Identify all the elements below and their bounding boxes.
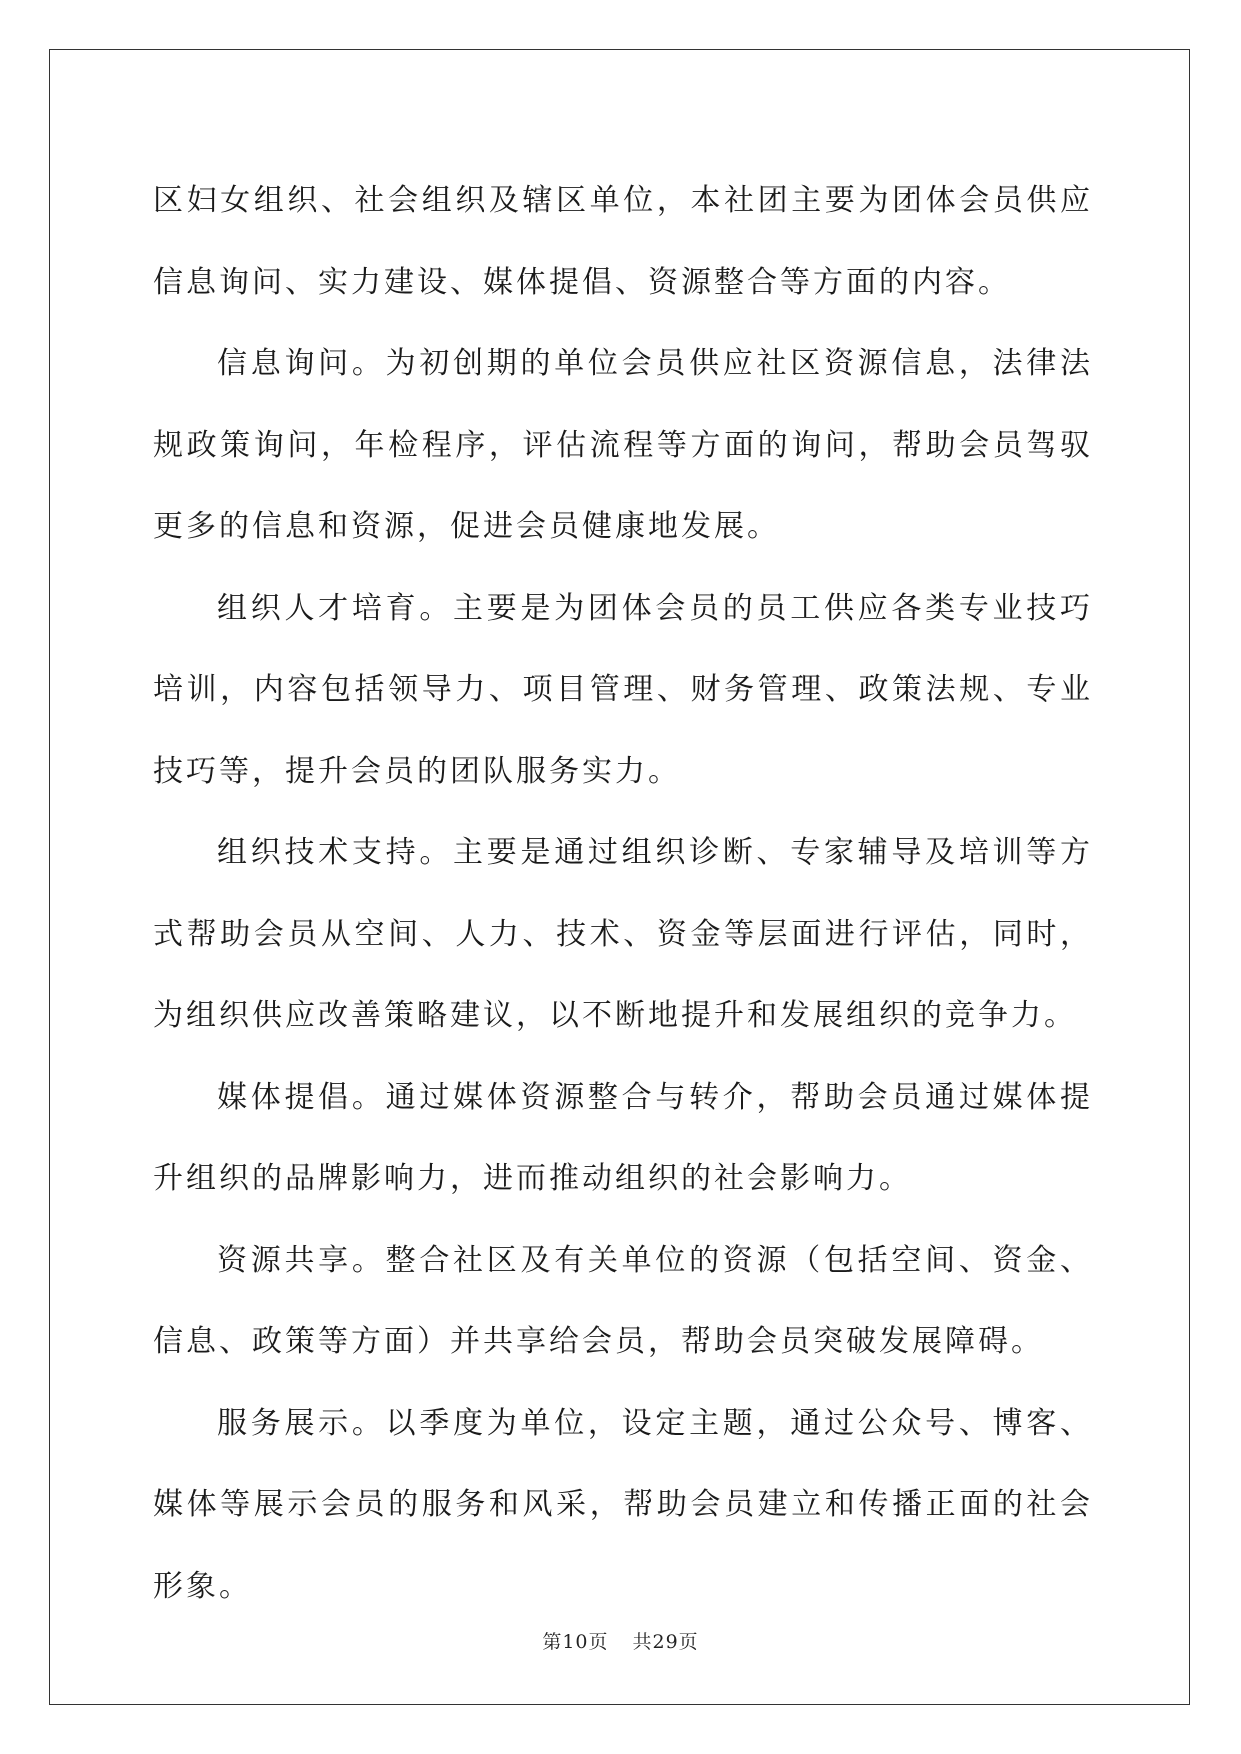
- document-body: [153, 160, 1093, 1627]
- total-pages-label: 共29页: [632, 1631, 699, 1653]
- page-footer: [0, 1627, 1241, 1654]
- paragraph-resource-sharing: 资源共享。整合社区及有关单位的资源（包括空间、资金、信息、政策等方面）并共享给会员，帮助会员突破发展障碍。: [153, 1242, 1093, 1359]
- paragraph-continued: 区妇女组织、社会组织及辖区单位，本社团主要为团体会员供应信息询问、实力建设、媒体提倡、资源整合等方面的内容。: [153, 183, 1093, 300]
- paragraph-talent-training: 组织人才培育。主要是为团体会员的员工供应各类专业技巧培训，内容包括领导力、项目管理、财务管理、政策法规、专业技巧等，提升会员的团队服务实力。: [153, 590, 1093, 789]
- paragraph-info-consulting: 信息询问。为初创期的单位会员供应社区资源信息，法律法规政策询问，年检程序，评估流程等方面的询问，帮助会员驾驭更多的信息和资源，促进会员健康地发展。: [153, 346, 1093, 544]
- paragraph-technical-support: 组织技术支持。主要是通过组织诊断、专家辅导及培训等方式帮助会员从空间、人力、技术、资金等层面进行评估，同时，为组织供应改善策略建议，以不断地提升和发展组织的竞争力。: [153, 835, 1093, 1033]
- paragraph-service-showcase: 服务展示。以季度为单位，设定主题，通过公众号、博客、媒体等展示会员的服务和风采，帮助会员建立和传播正面的社会形象。: [153, 1405, 1093, 1604]
- paragraph-media-advocacy: 媒体提倡。通过媒体资源整合与转介，帮助会员通过媒体提升组织的品牌影响力，进而推动组织的社会影响力。: [153, 1079, 1093, 1196]
- current-page-label: 第10页: [542, 1631, 609, 1653]
